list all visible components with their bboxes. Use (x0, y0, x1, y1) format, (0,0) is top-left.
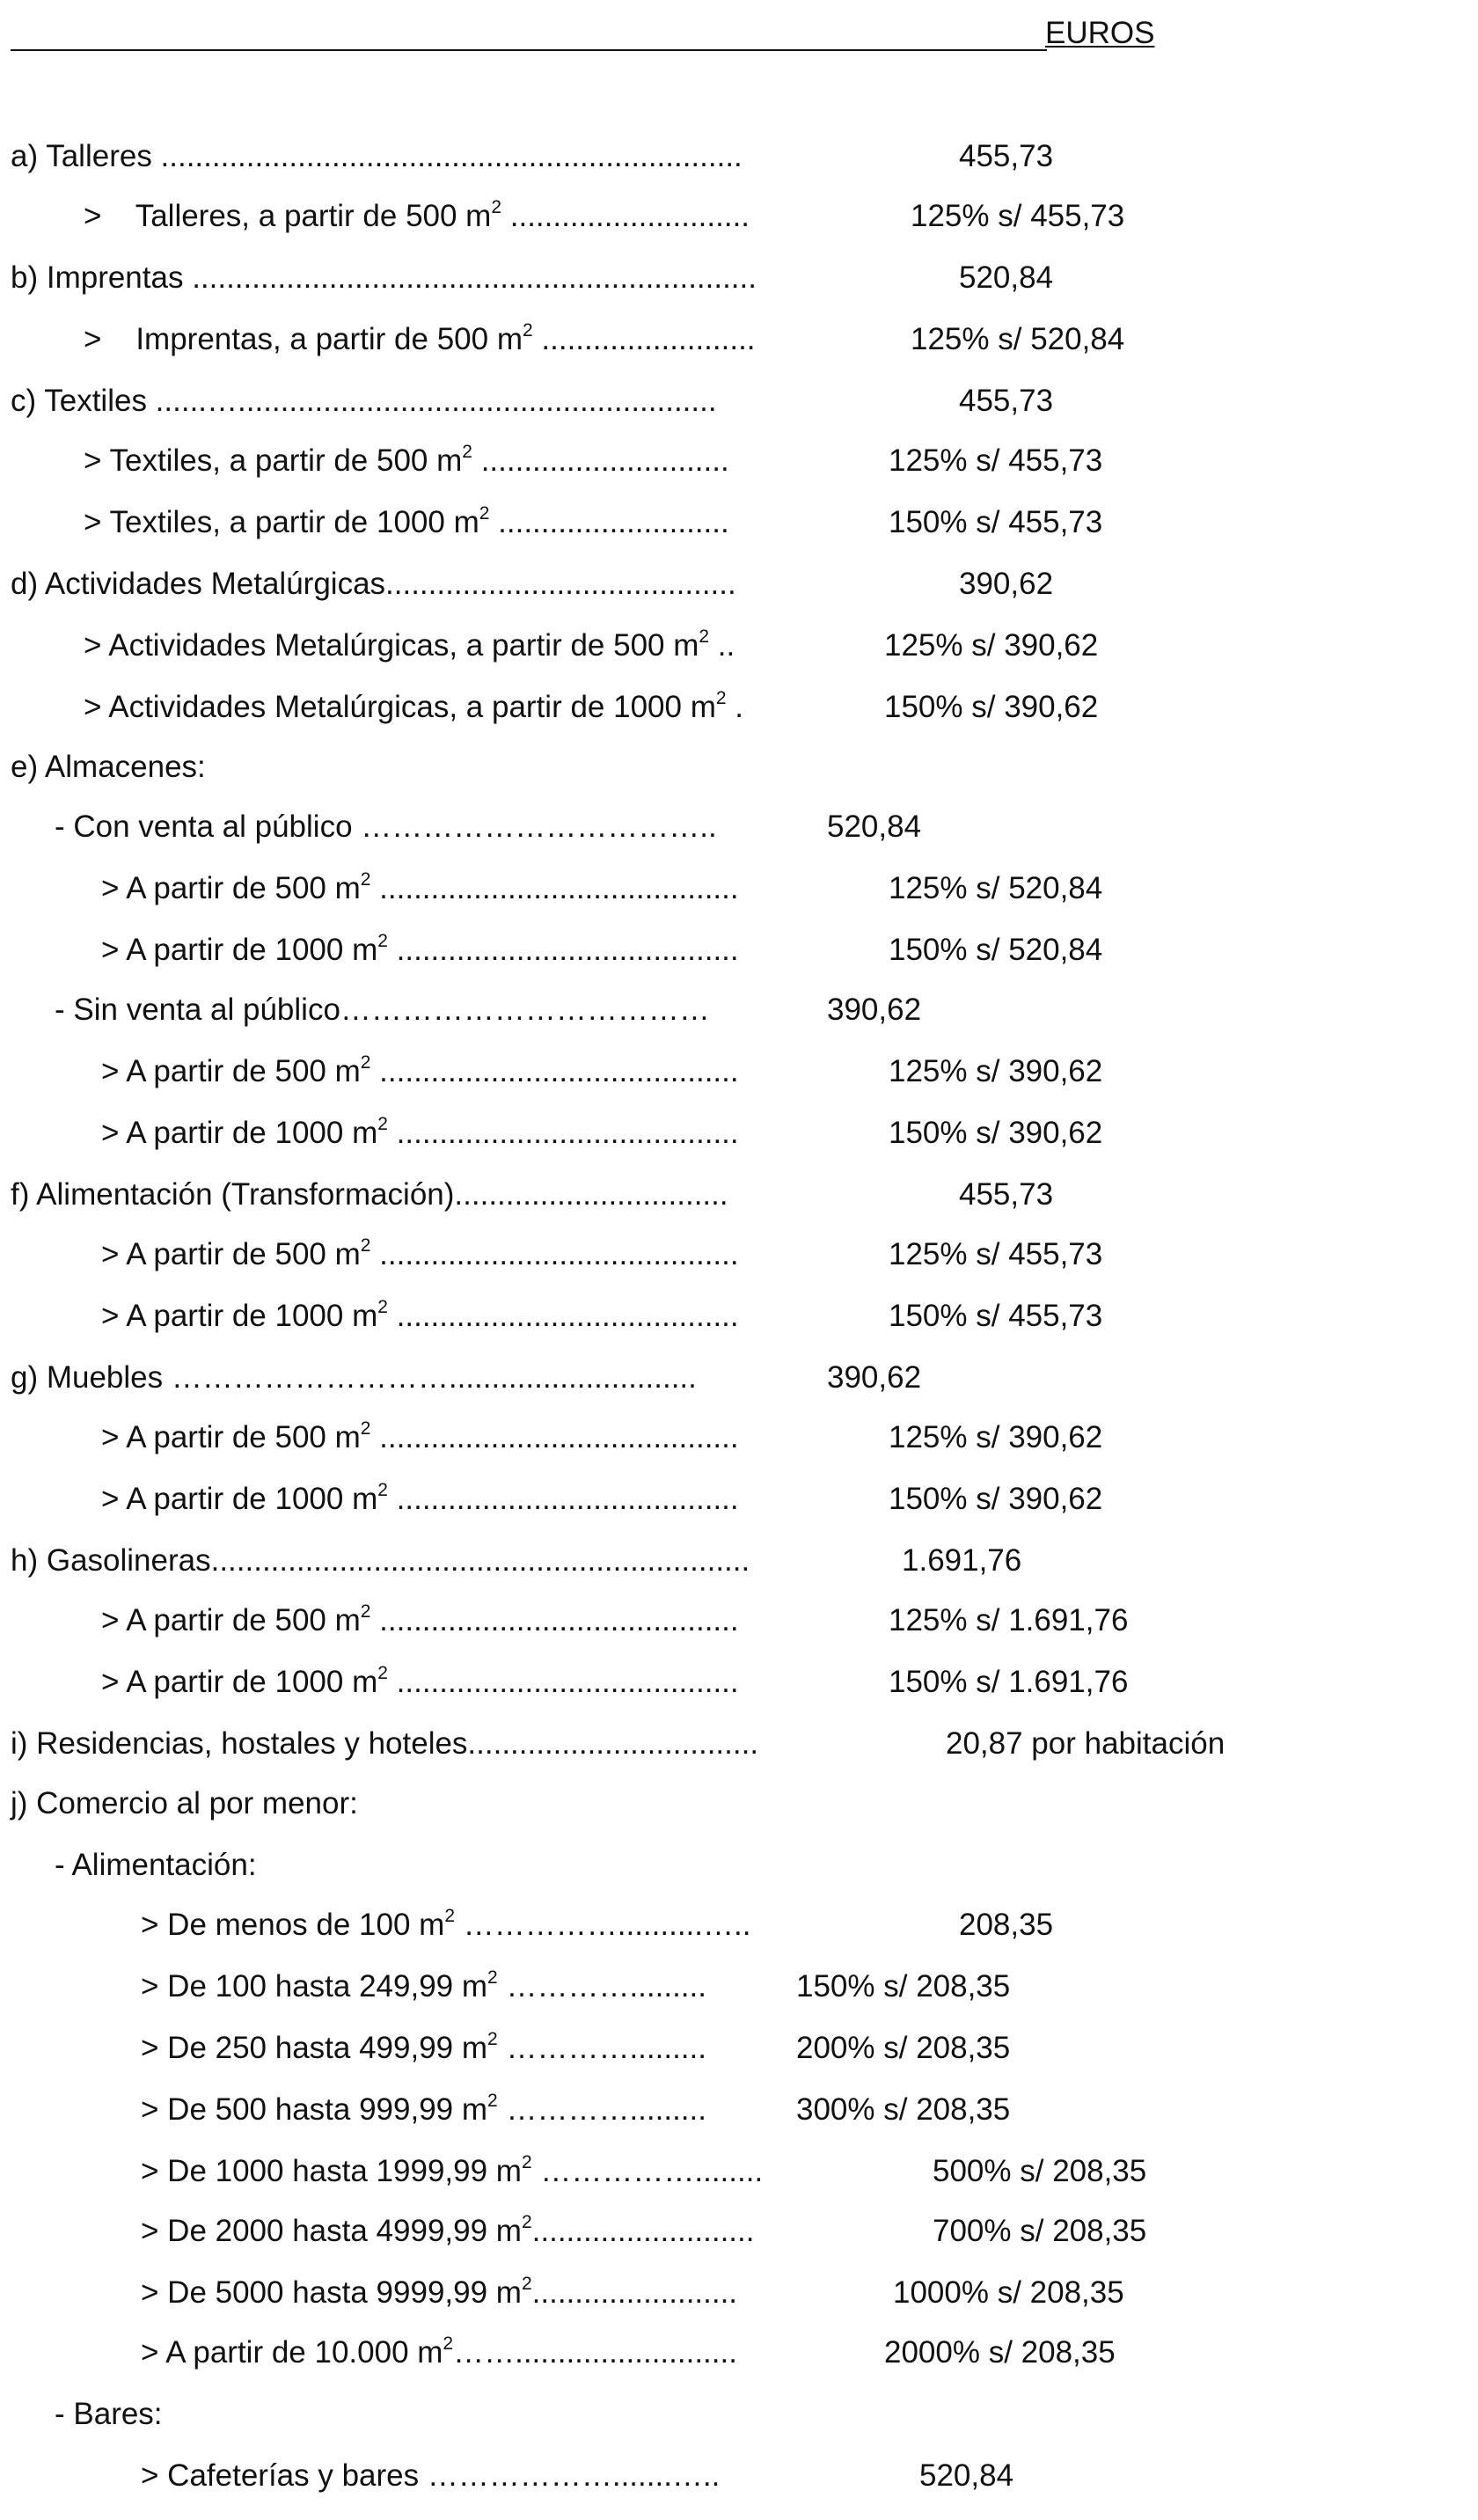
fee-label (55, 1848, 257, 1883)
superscript-exponent: 2 (487, 2091, 498, 2111)
superscript-exponent: 2 (521, 2274, 532, 2294)
fee-amount: 150% s/ 455,73 (889, 1299, 1103, 1333)
header-rule (11, 49, 1047, 51)
fee-label-text: b) Imprentas .................................................................. (11, 260, 757, 295)
fee-label-text: > De 100 hasta 249,99 m (141, 1969, 488, 2004)
fee-label-text: i) Residencias, hostales y hoteles.................................. (11, 1726, 759, 1761)
fee-label (141, 2154, 763, 2189)
fee-label-text: > De 2000 hasta 4999,99 m (141, 2214, 522, 2248)
dot-leader: ........................................ (387, 1299, 739, 1333)
superscript-exponent: 2 (444, 1906, 456, 1926)
fee-label (101, 1420, 739, 1455)
dot-leader: ........................................ (387, 933, 739, 967)
fee-row (0, 2397, 1478, 2453)
fee-label (101, 1665, 739, 1700)
fee-row (0, 1420, 1478, 1476)
superscript-exponent: 2 (377, 1663, 388, 1683)
fee-label-text: e) Almacenes: (11, 750, 206, 784)
fee-amount: 125% s/ 390,62 (889, 1054, 1103, 1088)
fee-label-text: > A partir de 500 m (101, 1237, 361, 1271)
fee-amount: 700% s/ 208,35 (933, 2214, 1147, 2248)
fee-label (11, 1543, 750, 1579)
fee-label (84, 505, 729, 540)
fee-row (0, 1177, 1478, 1234)
superscript-exponent: 2 (521, 2212, 532, 2232)
fee-label (11, 750, 206, 785)
fee-row (0, 139, 1478, 195)
fee-amount: 455,73 (959, 1177, 1054, 1212)
fee-label (141, 2031, 706, 2066)
fee-row (0, 505, 1478, 561)
fee-amount: 200% s/ 208,35 (796, 2031, 1011, 2065)
fee-row (0, 199, 1478, 255)
fee-amount: 390,62 (827, 1360, 922, 1395)
superscript-exponent: 2 (377, 1297, 388, 1317)
dot-leader: ……………..........….. (455, 1908, 751, 1942)
fee-row (0, 1360, 1478, 1417)
fee-label (11, 567, 736, 602)
superscript-exponent: 2 (521, 2152, 532, 2172)
fee-row (0, 322, 1478, 378)
fee-label (101, 1299, 739, 1334)
fee-row (0, 2275, 1478, 2332)
fee-amount: 150% s/ 520,84 (889, 933, 1103, 967)
fee-label-text: > A partir de 1000 m (101, 933, 378, 967)
fee-label-text: - Alimentación: (55, 1848, 257, 1882)
dot-leader: ……………........ (531, 2154, 764, 2188)
fee-row (0, 871, 1478, 927)
fee-amount: 20,87 por habitación (946, 1726, 1226, 1761)
fee-label-text: > A partir de 1000 m (101, 1116, 378, 1150)
fee-label-text: > A partir de 1000 m (101, 1482, 378, 1516)
fee-label (84, 628, 735, 663)
fee-label-text: a) Talleres .................................................................... (11, 139, 743, 173)
fee-row (0, 1603, 1478, 1659)
dot-leader: ........................................ (387, 1116, 739, 1150)
dot-leader: .......................................... (370, 1237, 739, 1271)
fee-amount: 390,62 (827, 993, 922, 1027)
superscript-exponent: 2 (360, 1418, 371, 1439)
dot-leader: …………......... (497, 2031, 706, 2065)
fee-label-text: > A partir de 1000 m (101, 1665, 378, 1699)
fee-amount: 500% s/ 208,35 (933, 2154, 1147, 2188)
dot-leader: .......................................... (370, 1054, 739, 1088)
fee-row (0, 2154, 1478, 2210)
fee-amount: 300% s/ 208,35 (796, 2092, 1011, 2127)
fee-label (101, 1482, 739, 1517)
fee-label-text: f) Alimentación (Transformación)................................ (11, 1177, 728, 1212)
fee-label-text: > A partir de 500 m (101, 1603, 361, 1637)
superscript-exponent: 2 (487, 2029, 498, 2049)
fee-row (0, 1726, 1478, 1783)
fee-label-text: - Con venta al público …………………………….. (55, 809, 717, 844)
fee-amount: 390,62 (959, 567, 1054, 601)
dot-leader: ........................... (489, 505, 729, 539)
fee-label (141, 2335, 737, 2370)
fee-label (55, 2397, 163, 2432)
fee-row (0, 1237, 1478, 1293)
fee-label-text: c) Textiles ......…........................................................ (11, 384, 717, 418)
superscript-exponent: 2 (360, 1052, 371, 1073)
fee-amount: 2000% s/ 208,35 (884, 2335, 1116, 2370)
dot-leader: .......................... (531, 2214, 755, 2248)
fee-label-text: > A partir de 10.000 m (141, 2335, 443, 2370)
fee-label-text: > De 250 hasta 499,99 m (141, 2031, 488, 2065)
fee-label-text: > De menos de 100 m (141, 1908, 445, 1942)
dot-leader: ............................ (501, 199, 750, 233)
fee-label-text: > Cafeterías y bares ……………….......….. (141, 2458, 721, 2493)
fee-label (55, 809, 717, 845)
fee-label (101, 1054, 739, 1089)
fee-label-text: > Imprentas, a partir de 500 m (84, 322, 523, 356)
fee-row (0, 1908, 1478, 1964)
fee-label (101, 933, 739, 968)
fee-label-text: > Actividades Metalúrgicas, a partir de 1000 m (84, 690, 716, 724)
fee-row (0, 2092, 1478, 2149)
superscript-exponent: 2 (491, 197, 502, 217)
dot-leader: ........................................ (387, 1665, 739, 1699)
superscript-exponent: 2 (377, 931, 388, 951)
superscript-exponent: 2 (715, 688, 727, 708)
fee-label (84, 322, 756, 357)
fee-row (0, 1299, 1478, 1355)
fee-row (0, 1969, 1478, 2026)
fee-row (0, 1543, 1478, 1600)
fee-label (141, 2458, 720, 2494)
fee-amount: 520,84 (919, 2458, 1014, 2493)
superscript-exponent: 2 (443, 2333, 454, 2354)
fee-amount: 150% s/ 390,62 (889, 1116, 1103, 1150)
fee-label-text: > A partir de 500 m (101, 1054, 361, 1088)
fee-row (0, 1054, 1478, 1110)
fee-row (0, 628, 1478, 685)
superscript-exponent: 2 (360, 1235, 371, 1256)
fee-amount: 125% s/ 390,62 (889, 1420, 1103, 1454)
fee-label (84, 443, 729, 479)
fee-row (0, 1786, 1478, 1842)
fee-amount: 1.691,76 (902, 1543, 1022, 1578)
fee-label (11, 1177, 728, 1212)
fee-amount: 125% s/ 455,73 (889, 1237, 1103, 1271)
fee-amount: 1000% s/ 208,35 (893, 2275, 1124, 2310)
fee-amount: 150% s/ 390,62 (884, 690, 1099, 724)
fee-label (11, 1786, 358, 1821)
dot-leader: …………......... (497, 2092, 706, 2127)
superscript-exponent: 2 (487, 1967, 498, 1988)
fee-row (0, 1848, 1478, 1904)
dot-leader: .......................................... (370, 1420, 739, 1454)
fee-row (0, 2335, 1478, 2392)
fee-label (11, 1360, 697, 1396)
fee-amount: 455,73 (959, 384, 1054, 418)
fee-row (0, 933, 1478, 989)
fee-label-text: > Textiles, a partir de 1000 m (84, 505, 479, 539)
fee-label-text: > A partir de 500 m (101, 871, 361, 905)
fee-label-text: - Bares: (55, 2397, 163, 2431)
fee-amount: 125% s/ 520,84 (911, 322, 1125, 356)
fee-label-text: > De 5000 hasta 9999,99 m (141, 2275, 522, 2310)
fee-label-text: j) Comercio al por menor: (11, 1786, 358, 1820)
fee-row (0, 690, 1478, 746)
fee-label (11, 384, 717, 419)
dot-leader: ........................ (531, 2275, 738, 2310)
fee-label (101, 871, 739, 906)
fee-label (11, 260, 757, 296)
superscript-exponent: 2 (360, 869, 371, 890)
fee-row (0, 993, 1478, 1049)
fee-amount: 455,73 (959, 139, 1054, 173)
dot-leader: .. (709, 628, 735, 663)
fee-row (0, 384, 1478, 440)
fee-amount: 125% s/ 1.691,76 (889, 1603, 1129, 1637)
fee-row (0, 2031, 1478, 2087)
superscript-exponent: 2 (699, 626, 710, 647)
fee-amount: 125% s/ 455,73 (911, 199, 1125, 233)
fee-row (0, 1665, 1478, 1721)
fee-label (141, 1969, 706, 2004)
fee-label (55, 993, 710, 1028)
fee-row (0, 1116, 1478, 1172)
fee-label (101, 1603, 739, 1638)
superscript-exponent: 2 (523, 320, 533, 341)
fee-label-text: g) Muebles ………………………............................. (11, 1360, 697, 1395)
dot-leader: .......................................... (370, 871, 739, 905)
fee-label-text: h) Gasolineras............................................................... (11, 1543, 750, 1578)
fee-amount: 520,84 (959, 260, 1054, 295)
dot-leader: . (726, 690, 743, 724)
fee-label-text: > Talleres, a partir de 500 m (84, 199, 492, 233)
fee-row (0, 2214, 1478, 2270)
fee-label (101, 1116, 739, 1151)
fee-label (11, 139, 743, 174)
fee-label-text: > A partir de 500 m (101, 1420, 361, 1454)
fee-label-text: d) Actividades Metalúrgicas......................................... (11, 567, 736, 601)
fee-label (141, 2275, 737, 2311)
currency-header: EUROS (1045, 16, 1155, 50)
dot-leader: ........................................ (387, 1482, 739, 1516)
dot-leader: …………......... (497, 1969, 706, 2004)
fee-row (0, 809, 1478, 866)
fee-amount: 125% s/ 390,62 (884, 628, 1099, 663)
fee-amount: 150% s/ 1.691,76 (889, 1665, 1129, 1699)
fee-label-text: > Textiles, a partir de 500 m (84, 443, 463, 478)
dot-leader: …….......................... (453, 2335, 737, 2370)
fee-label-text: > De 1000 hasta 1999,99 m (141, 2154, 522, 2188)
fee-amount: 520,84 (827, 809, 922, 844)
fee-amount: 125% s/ 520,84 (889, 871, 1103, 905)
fee-label (141, 1908, 750, 1943)
fee-amount: 150% s/ 208,35 (796, 1969, 1011, 2004)
fee-label-text: > Actividades Metalúrgicas, a partir de 500 m (84, 628, 699, 663)
superscript-exponent: 2 (479, 503, 490, 524)
fee-label (101, 1237, 739, 1272)
superscript-exponent: 2 (377, 1480, 388, 1500)
fee-row (0, 1482, 1478, 1538)
dot-leader: .......................................... (370, 1603, 739, 1637)
fee-label (11, 1726, 758, 1762)
fee-amount: 150% s/ 455,73 (889, 505, 1103, 539)
fee-row (0, 750, 1478, 806)
dot-leader: ............................. (472, 443, 729, 478)
fee-label-text: - Sin venta al público……………………………… (55, 993, 710, 1027)
fee-row (0, 260, 1478, 317)
fee-row (0, 567, 1478, 623)
superscript-exponent: 2 (377, 1114, 388, 1134)
fee-label-text: > A partir de 1000 m (101, 1299, 378, 1333)
fee-label (84, 199, 750, 234)
fee-amount: 150% s/ 390,62 (889, 1482, 1103, 1516)
fee-row (0, 2458, 1478, 2515)
dot-leader: ......................... (532, 322, 756, 356)
superscript-exponent: 2 (462, 442, 472, 462)
fee-label (141, 2214, 754, 2249)
fee-label (84, 690, 743, 725)
fee-label-text: > De 500 hasta 999,99 m (141, 2092, 488, 2127)
fee-label (141, 2092, 706, 2128)
fee-row (0, 443, 1478, 500)
fee-amount: 125% s/ 455,73 (889, 443, 1103, 478)
fee-amount: 208,35 (959, 1908, 1054, 1942)
superscript-exponent: 2 (360, 1601, 371, 1622)
